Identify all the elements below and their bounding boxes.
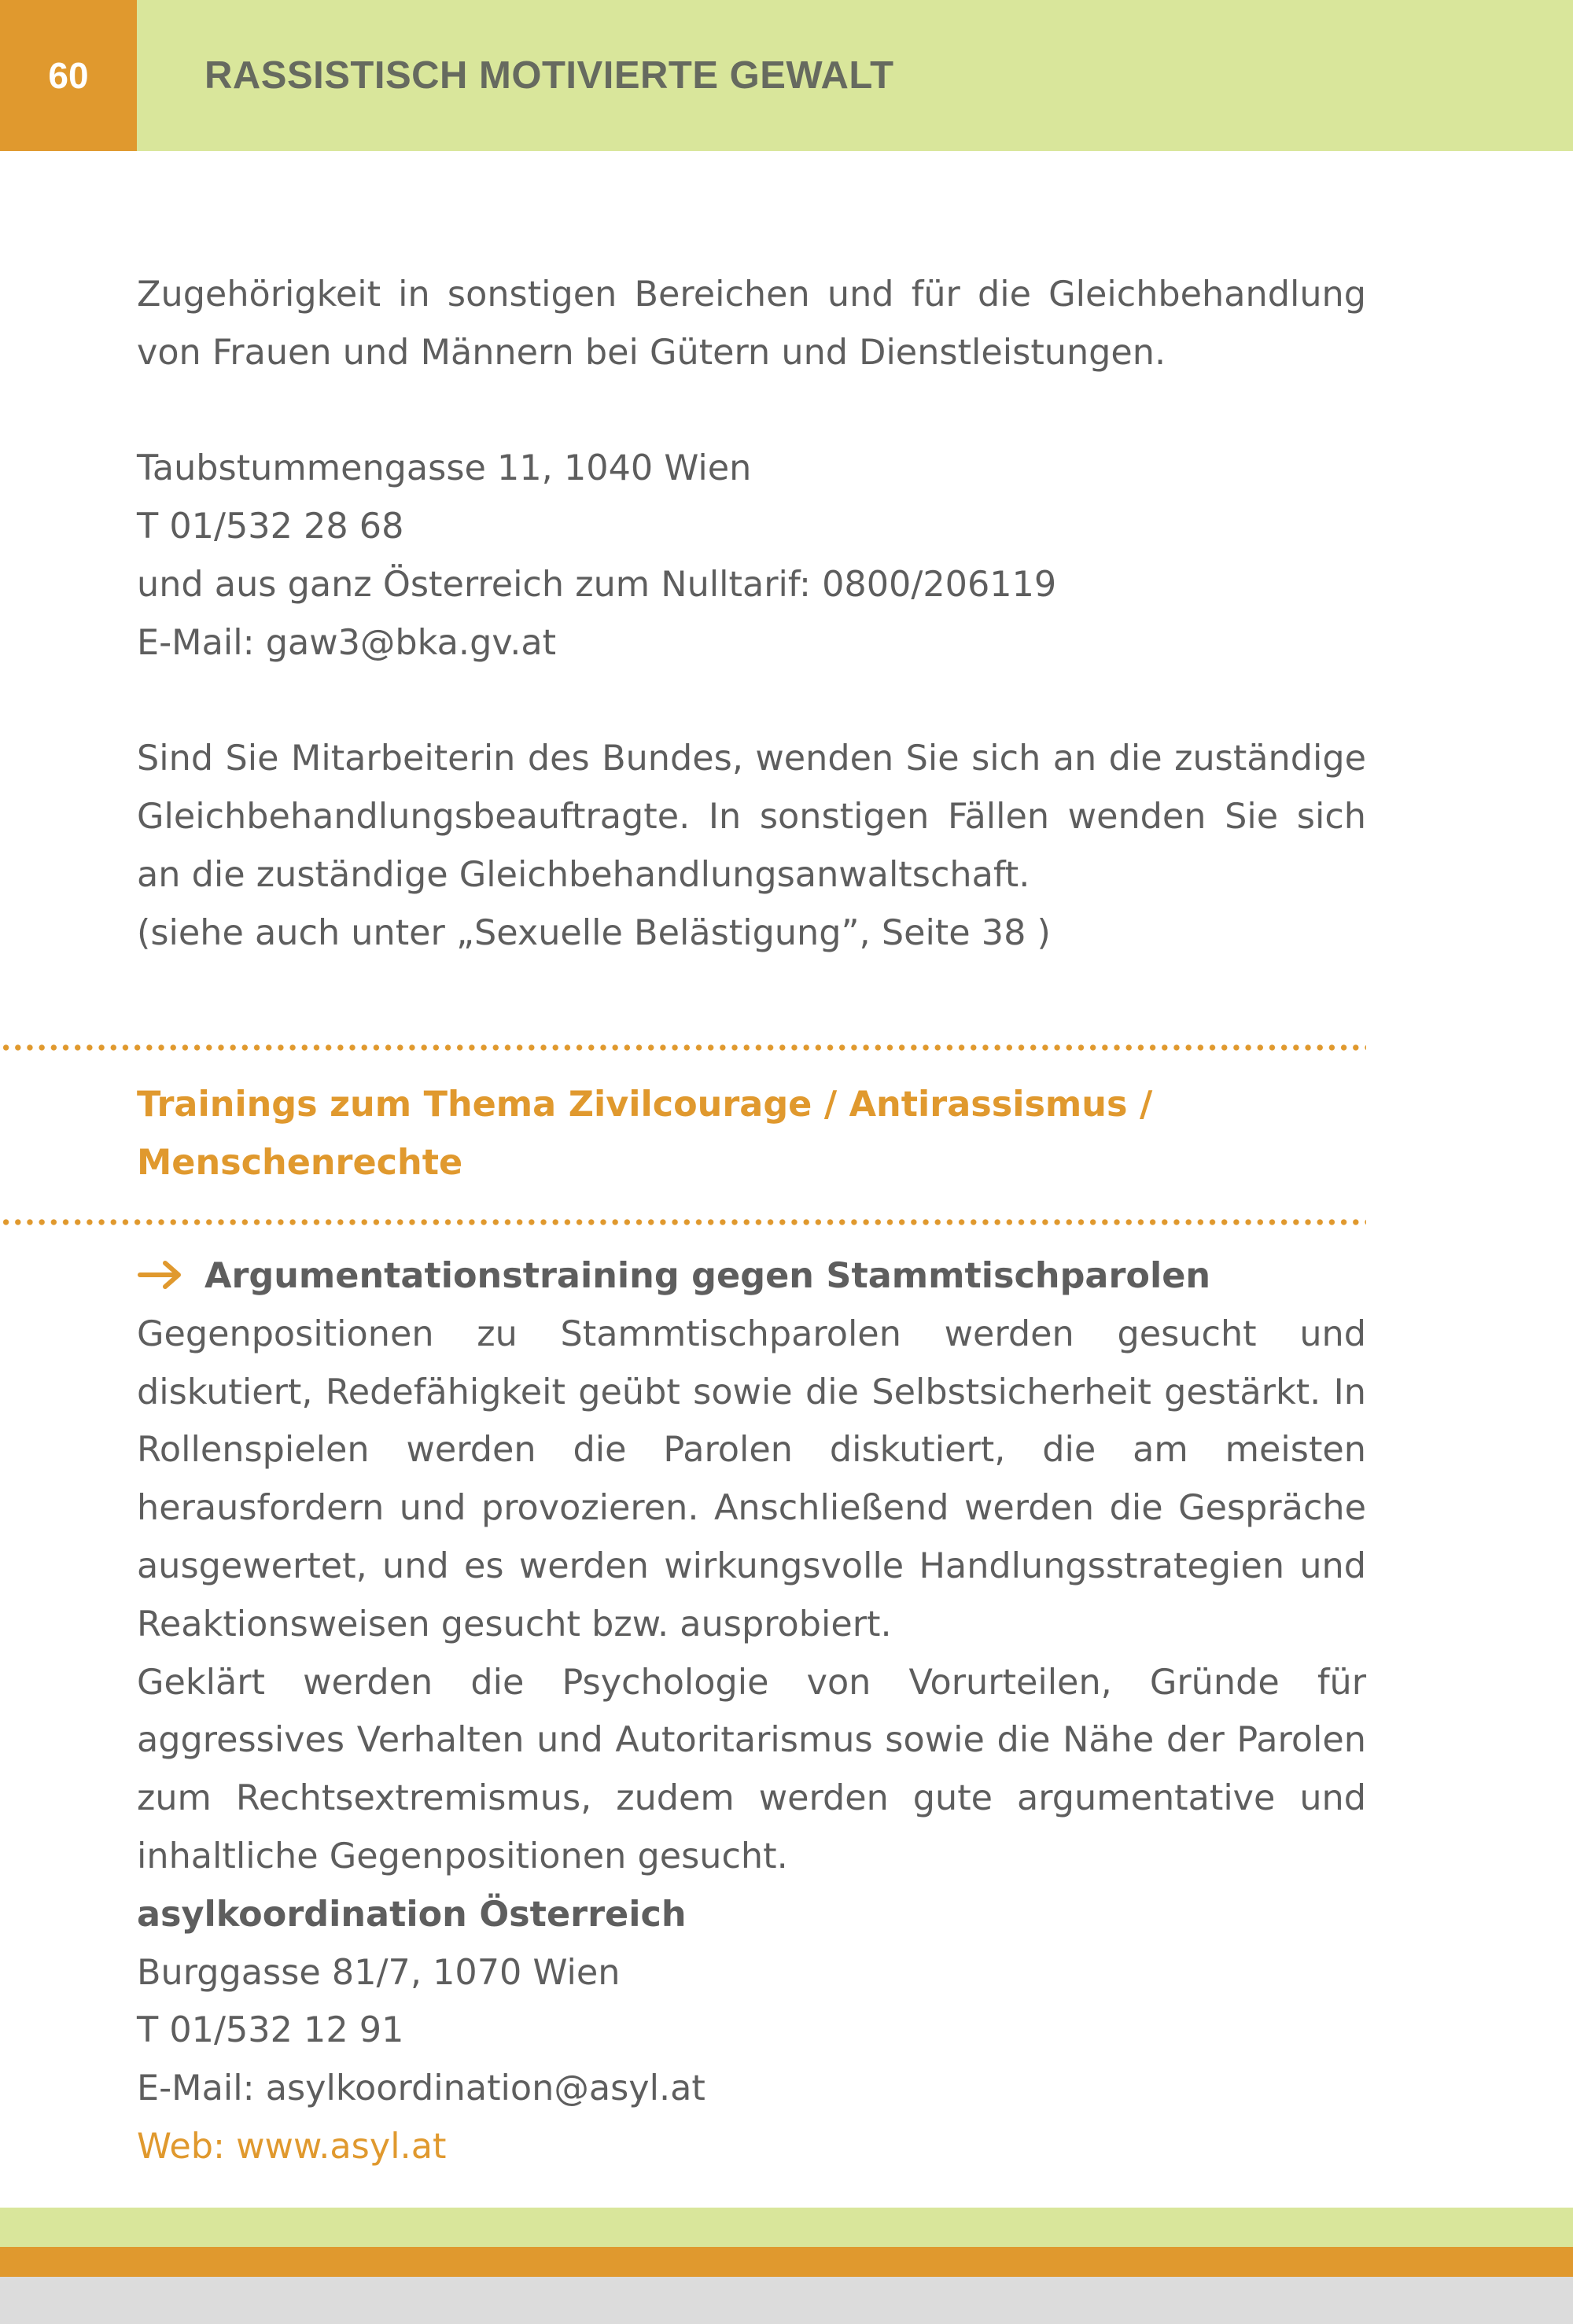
footer-band-orange (0, 2247, 1573, 2277)
intro-block (137, 266, 1366, 963)
training-paragraph-2: Geklärt werden die Psychologie von Vorurteilen, Gründe für aggressives Verhalten und Autoritarismus sowie die Nähe der Parolen zum Rechtsextremismus, zudem werden gute argumentative und inhaltliche Gegenpositionen gesucht. (137, 1662, 1366, 1877)
free-call-line: und aus ganz Österreich zum Nulltarif: 0800/206119 (137, 564, 1057, 605)
address-line: Taubstummengasse 11, 1040 Wien (137, 448, 752, 489)
training-block (137, 1247, 1366, 2176)
note-paragraph: Sind Sie Mitarbeiterin des Bundes, wenden Sie sich an die zuständige Gleichbehandlungsbeauftragte. In sonstigen Fällen wenden Sie sich an die zuständige Gleichbehandlungsanwaltschaft. (137, 738, 1366, 895)
training-subheading (137, 1247, 1366, 1306)
dotted-divider-top (0, 1044, 1366, 1051)
dotted-divider-bottom (0, 1219, 1366, 1225)
organization-name: asylkoordination Österreich (137, 1894, 687, 1935)
organization-email: E-Mail: asylkoordination@asyl.at (137, 2068, 705, 2109)
email-line: E-Mail: gaw3@bka.gv.at (137, 622, 557, 663)
organization-web-link[interactable]: Web: www.asyl.at (137, 2126, 447, 2167)
page-header (0, 0, 1573, 151)
page-number: 60 (0, 0, 137, 151)
training-paragraph-1: Gegenpositionen zu Stammtischparolen werden gesucht und diskutiert, Redefähigkeit geübt sowie die Selbstsicherheit gestärkt. In Rollenspielen werden die Parolen diskutiert, die am meisten herausfordern und provozieren. Anschließend werden die Gespräche ausgewertet, und es werden wirkungsvolle Handlungsstrategien und Reaktionsweisen gesucht bzw. ausprobiert. (137, 1313, 1366, 1644)
organization-address: Burggasse 81/7, 1070 Wien (137, 1952, 621, 1993)
see-also-line: (siehe auch unter „Sexuelle Belästigung”, Seite 38 ) (137, 912, 1051, 953)
section-heading-line-1: Trainings zum Thema Zivilcourage / Antirassismus / (137, 1085, 1153, 1125)
footer-band-gray (0, 2277, 1573, 2324)
training-subheading-text: Argumentationstraining gegen Stammtischparolen (204, 1256, 1211, 1296)
arrow-right-icon (137, 1259, 184, 1291)
section-heading-line-2: Menschenrechte (137, 1143, 463, 1183)
organization-phone: T 01/532 12 91 (137, 2010, 404, 2051)
intro-paragraph: Zugehörigkeit in sonstigen Bereichen und für die Gleichbehandlung von Frauen und Männern bei Gütern und Dienstleistungen. (137, 274, 1366, 373)
section-heading (137, 1076, 1366, 1192)
section-title: RASSISTISCH MOTIVIERTE GEWALT (204, 54, 894, 97)
footer-band-green (0, 2208, 1573, 2247)
phone-line: T 01/532 28 68 (137, 506, 404, 547)
